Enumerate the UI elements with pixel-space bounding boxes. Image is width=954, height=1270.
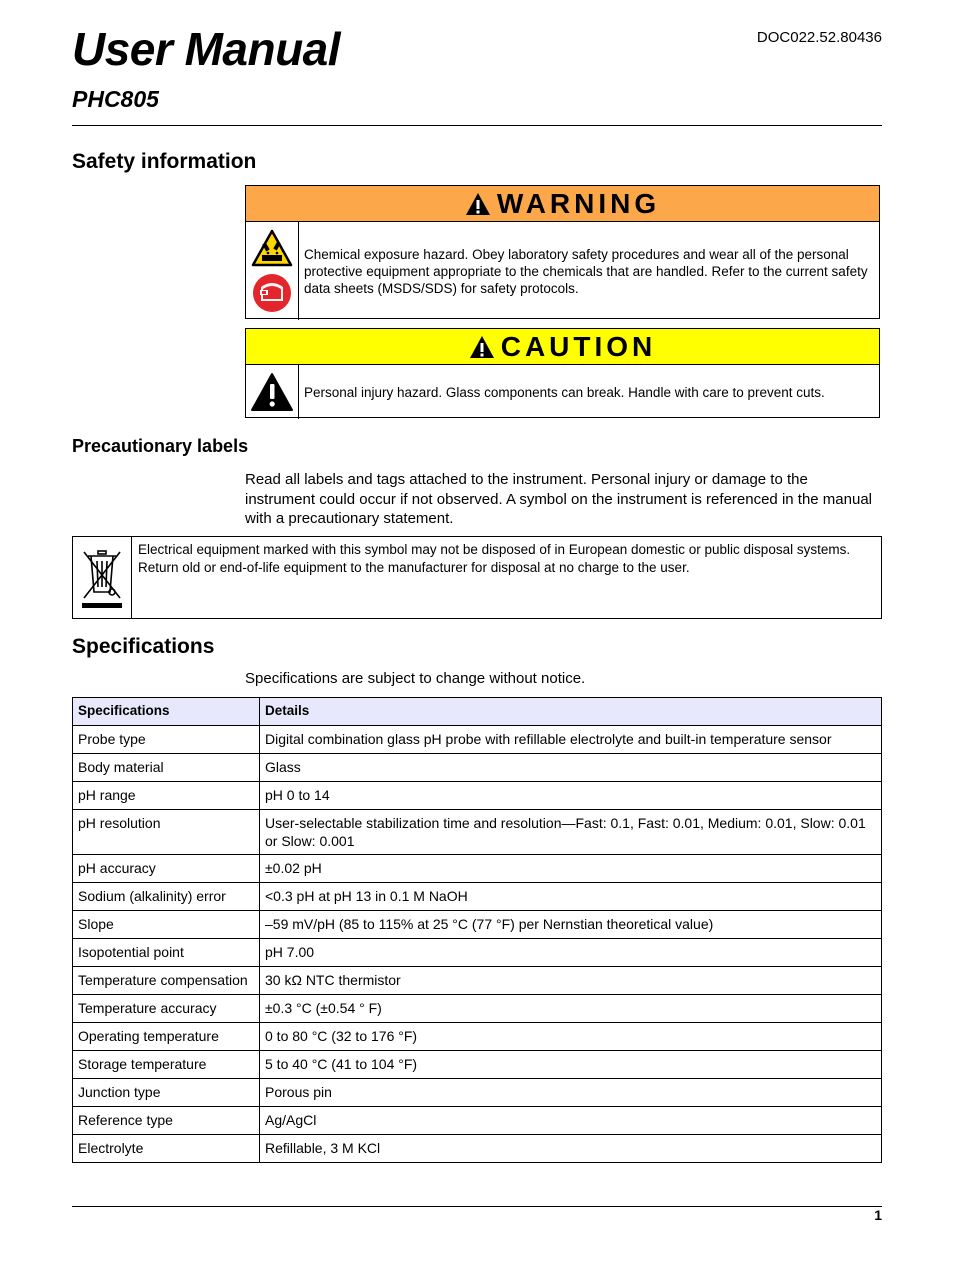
specifications-heading: Specifications bbox=[72, 635, 215, 658]
crossed-out-bin-icon bbox=[78, 546, 126, 610]
table-row bbox=[73, 911, 882, 939]
spec-detail: Digital combination glass pH probe with refillable electrolyte and built-in temperature sensor bbox=[260, 726, 882, 754]
spec-name: pH range bbox=[73, 782, 260, 810]
spec-detail: <0.3 pH at pH 13 in 0.1 M NaOH bbox=[260, 883, 882, 911]
table-row bbox=[73, 726, 882, 754]
spec-name: Probe type bbox=[73, 726, 260, 754]
model-name: PHC805 bbox=[72, 86, 159, 112]
table-row bbox=[73, 1023, 882, 1051]
document-id: DOC022.52.80436 bbox=[756, 29, 882, 46]
weee-notice bbox=[72, 536, 882, 619]
caution-triangle-icon bbox=[469, 334, 495, 360]
spec-detail: Porous pin bbox=[260, 1079, 882, 1107]
column-header: Details bbox=[260, 698, 882, 726]
page-number: 1 bbox=[874, 1207, 882, 1223]
warning-text: Chemical exposure hazard. Obey laboratory safety procedures and wear all of the personal protective equipment appropriate to the chemicals that are handled. Refer to the current safety data sheets (MSDS/SDS) for safety protocols. bbox=[304, 246, 868, 296]
spec-detail: 5 to 40 °C (41 to 104 °F) bbox=[260, 1051, 882, 1079]
spec-name: Operating temperature bbox=[73, 1023, 260, 1051]
warning-triangle-icon bbox=[465, 191, 491, 217]
specifications-note: Specifications are subject to change without notice. bbox=[245, 670, 586, 687]
spec-name: Slope bbox=[73, 911, 260, 939]
spec-name: Temperature compensation bbox=[73, 967, 260, 995]
spec-name: Junction type bbox=[73, 1079, 260, 1107]
table-row bbox=[73, 754, 882, 782]
caution-icons bbox=[246, 365, 299, 419]
weee-icon-cell bbox=[73, 537, 132, 618]
safety-heading: Safety information bbox=[72, 150, 257, 173]
spec-detail: Glass bbox=[260, 754, 882, 782]
spec-detail: pH 7.00 bbox=[260, 939, 882, 967]
caution-label: CAUTION bbox=[500, 330, 657, 362]
spec-detail: User-selectable stabilization time and resolution—Fast: 0.1, Fast: 0.01, Medium: 0.01, Slow: 0.01 or Slow: 0.001 bbox=[260, 810, 882, 855]
table-row bbox=[73, 995, 882, 1023]
table-row bbox=[73, 1079, 882, 1107]
spec-detail: Ag/AgCl bbox=[260, 1107, 882, 1135]
spec-name: pH resolution bbox=[73, 810, 260, 855]
precautionary-intro: Read all labels and tags attached to the instrument. Personal injury or damage to the instrument could occur if not observed. A symbol on the instrument is referenced in the manual with a precautionary statement. bbox=[245, 471, 872, 527]
spec-detail: ±0.02 pH bbox=[260, 855, 882, 883]
precautionary-labels-heading: Precautionary labels bbox=[72, 436, 249, 456]
wear-face-shield-icon bbox=[252, 273, 292, 313]
caution-header bbox=[246, 329, 879, 365]
table-row bbox=[73, 810, 882, 855]
spec-name: Temperature accuracy bbox=[73, 995, 260, 1023]
chemical-hazard-icon bbox=[251, 229, 293, 267]
table-row bbox=[73, 1051, 882, 1079]
table-row bbox=[73, 855, 882, 883]
warning-icons bbox=[246, 222, 299, 320]
table-row bbox=[73, 1107, 882, 1135]
spec-name: pH accuracy bbox=[73, 855, 260, 883]
table-row bbox=[73, 1135, 882, 1163]
table-row bbox=[73, 883, 882, 911]
weee-text: Electrical equipment marked with this symbol may not be disposed of in European domestic or public disposal systems. Return old or end-of-life equipment to the manufacturer for disposal at no charge to the user. bbox=[138, 542, 851, 575]
specifications-table bbox=[72, 697, 882, 1163]
table-row bbox=[73, 939, 882, 967]
column-header: Specifications bbox=[73, 698, 260, 726]
spec-detail: –59 mV/pH (85 to 115% at 25 °C (77 °F) per Nernstian theoretical value) bbox=[260, 911, 882, 939]
spec-detail: pH 0 to 14 bbox=[260, 782, 882, 810]
spec-name: Body material bbox=[73, 754, 260, 782]
general-hazard-icon bbox=[250, 372, 294, 412]
caution-text: Personal injury hazard. Glass components can break. Handle with care to prevent cuts. bbox=[304, 384, 825, 400]
footer-rule bbox=[72, 1206, 882, 1207]
header-rule bbox=[72, 125, 882, 126]
page-title: User Manual bbox=[72, 23, 341, 75]
spec-name: Reference type bbox=[73, 1107, 260, 1135]
spec-detail: Refillable, 3 M KCl bbox=[260, 1135, 882, 1163]
spec-detail: 30 kΩ NTC thermistor bbox=[260, 967, 882, 995]
spec-name: Electrolyte bbox=[73, 1135, 260, 1163]
spec-name: Storage temperature bbox=[73, 1051, 260, 1079]
warning-header bbox=[246, 186, 879, 222]
warning-label: WARNING bbox=[496, 187, 661, 219]
caution-box bbox=[245, 328, 880, 418]
spec-detail: ±0.3 °C (±0.54 ° F) bbox=[260, 995, 882, 1023]
spec-detail: 0 to 80 °C (32 to 176 °F) bbox=[260, 1023, 882, 1051]
warning-box bbox=[245, 185, 880, 319]
table-row bbox=[73, 967, 882, 995]
table-header-row bbox=[73, 698, 882, 726]
spec-name: Isopotential point bbox=[73, 939, 260, 967]
spec-name: Sodium (alkalinity) error bbox=[73, 883, 260, 911]
table-row bbox=[73, 782, 882, 810]
